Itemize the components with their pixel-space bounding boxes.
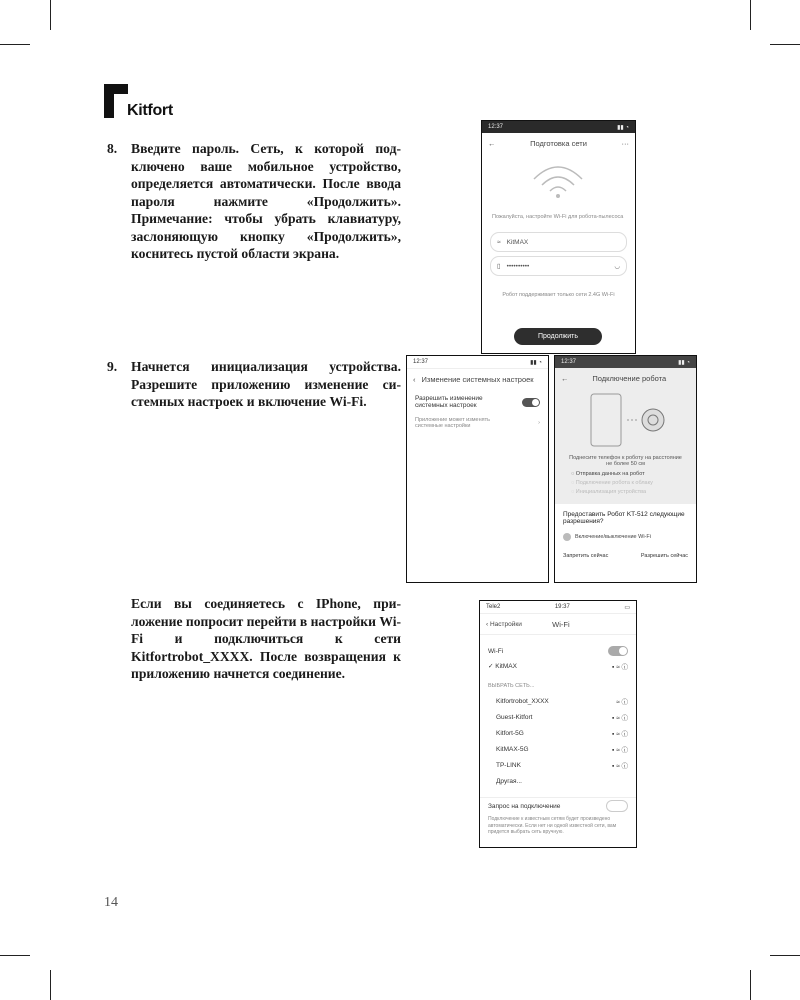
proximity-caption: Поднесите телефон к роботу на расстояние не более 50 см bbox=[569, 455, 682, 467]
lock-wifi-info-icons: ▪ ≈ ⓘ bbox=[612, 746, 628, 754]
connected-network-row[interactable]: ✓ KitMAX ▪ ≈ ⓘ bbox=[488, 663, 628, 671]
crop-mark bbox=[0, 955, 30, 956]
iphone-paragraph: Если вы соединяетесь с IPhone, приложение попросит перейти в настройки Wi-Fi и подключиться к сети Kitfortrobot_XXXX. После возвращения к приложению начнется соединение. bbox=[131, 596, 402, 681]
toggle-switch[interactable] bbox=[522, 398, 540, 407]
lock-wifi-info-icons: ▪ ≈ ⓘ bbox=[612, 762, 628, 770]
crop-mark bbox=[50, 0, 51, 30]
screenshot-iphone-wifi bbox=[479, 600, 637, 848]
dialog-permission-item: Включение/выключение Wi-Fi bbox=[555, 529, 696, 541]
title-bar: ← Подготовка сети ··· bbox=[488, 138, 629, 148]
status-bar: 12:37 ▮▮ ◔ bbox=[555, 356, 696, 368]
ask-to-join-description: Подключение к известным сетям будет произведено автоматически. Если нет ни одной известной сети, вам придется выбрать сеть вручную. bbox=[488, 816, 617, 835]
step-9 bbox=[107, 358, 401, 411]
crop-mark bbox=[770, 955, 800, 956]
wifi-info-icons: ≈ ⓘ bbox=[616, 698, 628, 706]
title-bar: ‹ Изменение системных настроек bbox=[413, 374, 534, 384]
progress-option-2: ◌ Подключение робота к облаку bbox=[571, 480, 653, 486]
page-number: 14 bbox=[104, 895, 118, 910]
screenshot-network-setup bbox=[481, 120, 636, 354]
network-row[interactable]: TP-LINK ▪ ≈ ⓘ bbox=[496, 761, 628, 770]
continue-button[interactable]: Продолжить bbox=[514, 328, 602, 345]
progress-option-3: ◌ Инициализация устройства bbox=[571, 489, 647, 495]
permission-description: Приложение может изменять системные настройки › bbox=[415, 417, 540, 429]
deny-button[interactable]: Запретить сейчас bbox=[563, 553, 609, 559]
section-header: ВЫБРАТЬ СЕТЬ... bbox=[488, 683, 535, 689]
nav-bar: ‹ Настройки Wi-Fi bbox=[480, 614, 636, 635]
chevron-right-icon: › bbox=[538, 420, 540, 426]
crop-mark bbox=[770, 44, 800, 45]
eye-icon[interactable]: ◡ bbox=[614, 263, 620, 270]
password-field[interactable]: ▯ •••••••••• ◡ bbox=[490, 256, 627, 276]
lock-wifi-info-icons: ▪ ≈ ⓘ bbox=[612, 663, 628, 671]
back-arrow-icon[interactable]: ← bbox=[488, 138, 496, 148]
network-row[interactable]: KitMAX-5G ▪ ≈ ⓘ bbox=[496, 745, 628, 754]
status-bar: 12:37 ▮▮ ◔ bbox=[407, 356, 548, 369]
ask-to-join-row[interactable]: Запрос на подключение bbox=[480, 797, 636, 814]
toggle-switch[interactable] bbox=[608, 646, 628, 656]
more-icon[interactable]: ··· bbox=[621, 138, 629, 148]
progress-option-1: ◌ Отправка данных на робот bbox=[571, 471, 645, 477]
permission-dialog bbox=[555, 504, 696, 582]
step-text: Начнется инициализация устройства. Разрешите приложению изменение системных настроек и включение Wi-Fi. bbox=[131, 359, 401, 409]
wifi-toggle-row[interactable]: Wi-Fi bbox=[480, 643, 636, 659]
back-arrow-icon[interactable]: ‹ bbox=[413, 374, 416, 384]
crop-mark bbox=[0, 44, 30, 45]
back-link[interactable]: ‹ Настройки bbox=[486, 620, 522, 628]
step-number: 8. bbox=[107, 141, 118, 156]
toggle-switch[interactable] bbox=[606, 800, 628, 812]
lock-wifi-info-icons: ▪ ≈ ⓘ bbox=[612, 714, 628, 722]
wifi-icon bbox=[482, 153, 635, 203]
crop-mark bbox=[50, 970, 51, 1000]
setup-hint: Пожалуйста, настройте Wi-Fi для робота-пылесоса bbox=[492, 214, 624, 220]
crop-mark bbox=[750, 970, 751, 1000]
step-text: Введите пароль. Сеть, к которой подключено ваше мобильное устройство, определяется автоматически. После ввода пароля нажмите «Продолжить». bbox=[131, 141, 401, 209]
status-bar: Tele2 19:37 ▭ bbox=[480, 601, 636, 614]
dialog-actions bbox=[555, 541, 696, 559]
title-bar: ← Подключение робота bbox=[561, 373, 667, 383]
note-label: Примечание: bbox=[131, 211, 213, 226]
note-text: чтобы убрать клавиатуру, заслоняющую кнопку «Продолжить», коснитесь пустой области экрана. bbox=[131, 211, 401, 261]
screenshot-system-settings bbox=[406, 355, 549, 583]
screenshot-robot-connection bbox=[554, 355, 697, 583]
network-row[interactable]: Guest-Kitfort ▪ ≈ ⓘ bbox=[496, 713, 628, 722]
crop-mark bbox=[750, 0, 751, 30]
permission-toggle-row[interactable]: Разрешить изменение системных настроек bbox=[407, 389, 548, 409]
lock-icon: ▯ bbox=[497, 263, 501, 270]
status-bar: 12:37 ▮▮ ◔ bbox=[482, 121, 635, 133]
brand-name: Kitfort bbox=[127, 102, 173, 119]
brand-logo bbox=[104, 84, 214, 124]
phone-robot-illustration bbox=[555, 388, 696, 450]
ssid-field[interactable]: ≈ KitMAX bbox=[490, 232, 627, 252]
wifi-small-icon: ≈ bbox=[497, 238, 501, 246]
lock-wifi-info-icons: ▪ ≈ ⓘ bbox=[612, 730, 628, 738]
wifi-permission-icon bbox=[563, 533, 571, 541]
dialog-title: Предоставить Робот KT-512 следующие разрешения? bbox=[563, 511, 685, 525]
kitfort-logo-icon bbox=[104, 84, 128, 118]
step-number: 9. bbox=[107, 359, 118, 374]
allow-button[interactable]: Разрешить сейчас bbox=[640, 553, 688, 559]
step-8 bbox=[107, 140, 401, 263]
other-network-row[interactable]: Другая... bbox=[496, 777, 522, 785]
back-arrow-icon[interactable]: ← bbox=[561, 373, 569, 383]
network-note: Робот поддерживает только сети 2.4G Wi-Fi bbox=[502, 292, 615, 298]
network-row[interactable]: Kitfort-5G ▪ ≈ ⓘ bbox=[496, 729, 628, 738]
network-row[interactable]: Kitfortrobot_XXXX ≈ ⓘ bbox=[496, 697, 628, 706]
